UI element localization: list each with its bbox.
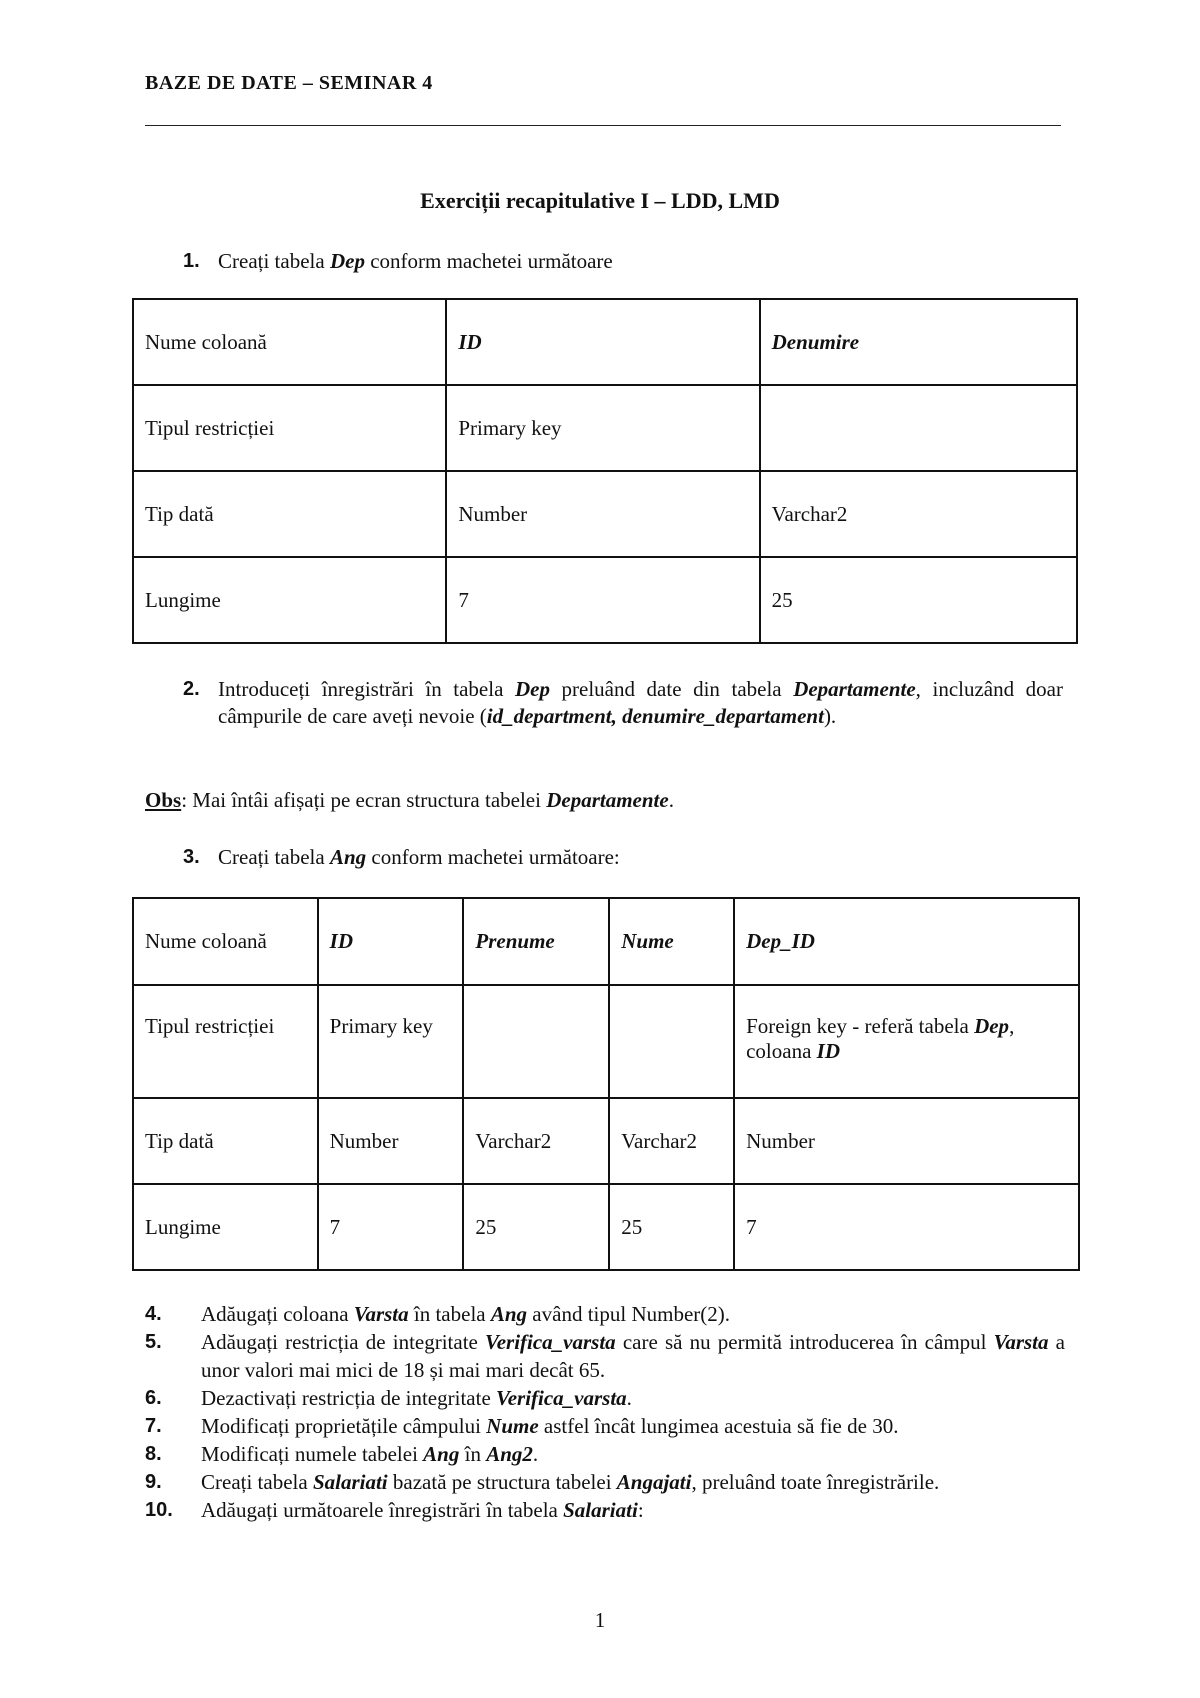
obs-label: Obs	[145, 788, 182, 812]
exercise-number: 8.	[145, 1443, 162, 1465]
table-cell: Dep_ID	[734, 898, 1079, 985]
text-run: în tabela	[408, 1302, 491, 1326]
table-cell	[760, 385, 1077, 471]
identifier: Ang	[423, 1442, 460, 1466]
table-cell: 7	[318, 1184, 464, 1270]
identifier: Angajati	[616, 1470, 692, 1494]
table-cell: 25	[463, 1184, 609, 1270]
text-run: :	[637, 1498, 644, 1522]
table-name: Departamente	[546, 788, 669, 812]
exercise-number: 7.	[145, 1415, 162, 1437]
text-run: Dezactivați restricția de integritate	[201, 1386, 497, 1410]
identifier: Verifica_varsta	[496, 1386, 627, 1410]
table-name: Dep	[329, 249, 365, 273]
table-cell: Number	[734, 1098, 1079, 1184]
text-run: Adăugați restricția de integritate	[201, 1330, 486, 1354]
table-cell: Lungime	[133, 557, 446, 643]
text-run: Creați tabela	[218, 249, 330, 273]
column-name: ID	[816, 1039, 840, 1063]
identifier: Nume	[486, 1414, 539, 1438]
table-name: Dep	[974, 1014, 1010, 1038]
exercise-item	[145, 1468, 1065, 1496]
exercise-item	[145, 1384, 1065, 1412]
table-cell: Tip dată	[133, 471, 446, 557]
text-run: Introduceți înregistrări în tabela	[218, 677, 515, 701]
table-row	[133, 898, 1079, 985]
text-run: ).	[823, 704, 837, 728]
identifier: Varsta	[993, 1330, 1049, 1354]
table-cell: Primary key	[446, 385, 759, 471]
exercise-number: 6.	[145, 1387, 162, 1409]
table-name: Ang	[329, 845, 367, 869]
exercise-number: 9.	[145, 1471, 162, 1493]
observation-note	[145, 788, 674, 813]
exercise-number: 10.	[145, 1499, 173, 1521]
exercise-item	[145, 1300, 1065, 1328]
exercise-item	[145, 1440, 1065, 1468]
page-title: Exerciții recapitulative I – LDD, LMD	[420, 188, 780, 213]
text-run: preluând date din tabela	[549, 677, 794, 701]
exercise-1	[183, 248, 1063, 275]
header-rule	[145, 125, 1061, 126]
text-run: Adăugați coloana	[201, 1302, 354, 1326]
table-cell: Lungime	[133, 1184, 318, 1270]
text-run: astfel încât lungimea acestuia să fie de 30.	[538, 1414, 899, 1438]
text-run: care să nu permită introducerea în câmpul	[615, 1330, 994, 1354]
text-run: Creați tabela	[201, 1470, 313, 1494]
identifier: Ang2	[486, 1442, 533, 1466]
exercise-number: 4.	[145, 1303, 162, 1325]
exercise-item	[145, 1328, 1065, 1384]
exercise-text	[183, 248, 1063, 275]
exercise-number: 3.	[183, 846, 200, 868]
identifier: Salariati	[563, 1498, 638, 1522]
exercise-item	[145, 1412, 1065, 1440]
text-run: , preluând toate înregistrările.	[691, 1470, 940, 1494]
table-name: Departamente	[793, 677, 916, 701]
table-cell: Nume	[609, 898, 734, 985]
table-cell	[463, 985, 609, 1098]
table-row	[133, 471, 1077, 557]
column-names: id_department, denumire_departament	[486, 704, 824, 728]
exercise-text	[183, 844, 1063, 871]
exercise-list	[145, 1300, 1065, 1524]
table-row	[133, 299, 1077, 385]
table-cell: Nume coloană	[133, 898, 318, 985]
text-run: conform machetei următoare	[364, 249, 613, 273]
table-row	[133, 385, 1077, 471]
exercise-2	[183, 676, 1063, 730]
exercise-number: 2.	[183, 678, 200, 700]
table-name: Dep	[514, 677, 550, 701]
table-row	[133, 1184, 1079, 1270]
text-run: bazată pe structura tabelei	[387, 1470, 617, 1494]
text-run: , coloana	[746, 1014, 1015, 1063]
text-run: Creați tabela	[218, 845, 330, 869]
table-cell: Tipul restricției	[133, 385, 446, 471]
table-cell: Varchar2	[609, 1098, 734, 1184]
table-cell: Prenume	[463, 898, 609, 985]
text-run: conform machetei următoare:	[366, 845, 620, 869]
table-cell: Number	[446, 471, 759, 557]
table-cell: Varchar2	[463, 1098, 609, 1184]
table-cell	[609, 985, 734, 1098]
table-row	[133, 1098, 1079, 1184]
text-run: Adăugați următoarele înregistrări în tabela	[201, 1498, 564, 1522]
exercise-number: 1.	[183, 250, 200, 272]
identifier: Varsta	[353, 1302, 409, 1326]
table-cell: Tipul restricției	[133, 985, 318, 1098]
table-cell: Primary key	[318, 985, 464, 1098]
table-cell: ID	[446, 299, 759, 385]
text-run: Foreign key - referă tabela	[746, 1014, 975, 1038]
table-row	[133, 985, 1079, 1098]
page-header: BAZE DE DATE – SEMINAR 4	[145, 72, 433, 94]
text-run: : Mai întâi afișați pe ecran structura tabelei	[181, 788, 547, 812]
text-run: Modificați proprietățile câmpului	[201, 1414, 487, 1438]
exercise-item	[145, 1496, 1065, 1524]
identifier: Ang	[490, 1302, 528, 1326]
text-run: în	[459, 1442, 487, 1466]
page-number: 1	[594, 1608, 606, 1632]
table-cell: Number	[318, 1098, 464, 1184]
table-cell: Nume coloană	[133, 299, 446, 385]
table-cell: 25	[609, 1184, 734, 1270]
exercise-3	[183, 844, 1063, 871]
table-cell	[734, 985, 1079, 1098]
table-cell: ID	[318, 898, 464, 985]
exercise-number: 5.	[145, 1331, 162, 1353]
table-cell: Varchar2	[760, 471, 1077, 557]
text-run: , incluzând doar câmpurile de care aveți nevoie (	[218, 677, 1063, 728]
ang-table	[132, 897, 1080, 1271]
table-row	[133, 557, 1077, 643]
table-cell: 7	[446, 557, 759, 643]
table-cell: Tip dată	[133, 1098, 318, 1184]
text-run: .	[532, 1442, 539, 1466]
identifier: Salariati	[312, 1470, 388, 1494]
text-run: a unor valori mai mici de 18 și mai mari decât 65.	[201, 1330, 1065, 1382]
text-run: Modificați numele tabelei	[201, 1442, 424, 1466]
text-run: .	[668, 788, 674, 812]
dep-table	[132, 298, 1078, 644]
exercise-text	[183, 676, 1063, 730]
text-run: .	[626, 1386, 632, 1410]
text-run: având tipul Number(2).	[527, 1302, 730, 1326]
table-cell: Denumire	[760, 299, 1077, 385]
table-cell: 7	[734, 1184, 1079, 1270]
table-cell: 25	[760, 557, 1077, 643]
identifier: Verifica_varsta	[485, 1330, 616, 1354]
